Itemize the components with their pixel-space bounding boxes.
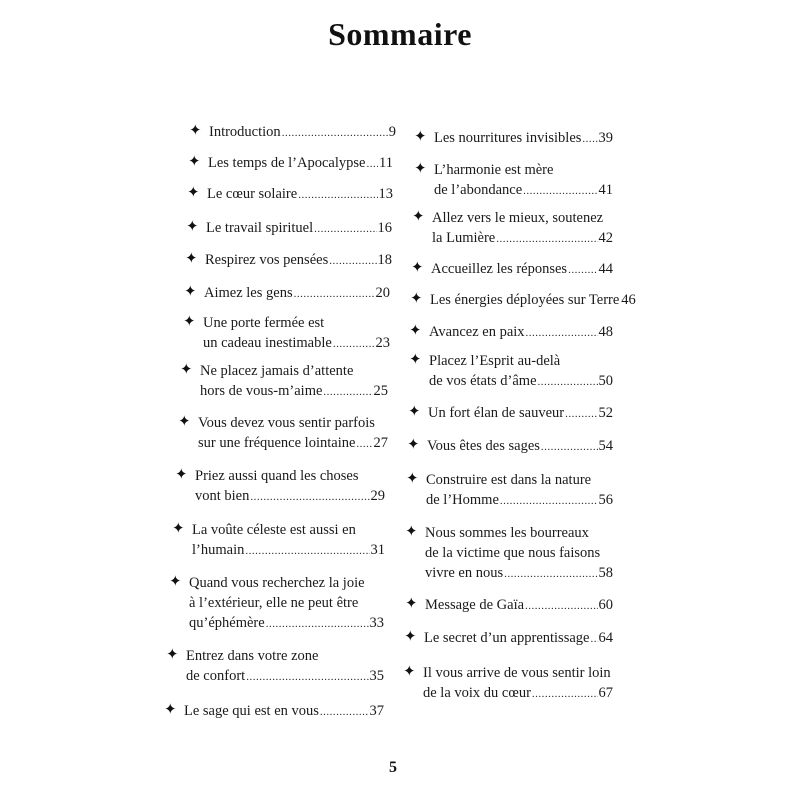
bullet-star-icon: ✦ [403,664,416,680]
toc-page-number: 35 [369,668,384,684]
dot-leader [500,491,598,511]
dot-leader [526,323,598,343]
bullet-star-icon: ✦ [166,647,179,663]
bullet-star-icon: ✦ [184,284,197,300]
toc-entry-title: Accueillez les réponses [431,261,568,277]
dot-leader [565,404,597,424]
dot-leader [333,334,375,354]
bullet-star-icon: ✦ [187,185,200,201]
toc-page-number: 39 [598,130,613,146]
toc-entry [414,160,613,200]
toc-page-number: 52 [598,405,613,421]
toc-page-number: 44 [598,261,613,277]
toc-page-number: 33 [369,615,384,631]
toc-entry-title: sur une fréquence lointaine [198,435,356,451]
toc-entry-title: vont bien [195,488,250,504]
dot-leader [366,154,378,174]
toc-entry-title: de l’Homme [426,492,499,508]
toc-page-number: 46 [621,292,636,308]
toc-entry [414,128,613,148]
bullet-star-icon: ✦ [409,352,422,368]
toc-entry [411,259,613,279]
toc-entry [408,403,613,423]
toc-entry [405,523,613,583]
bullet-star-icon: ✦ [183,314,196,330]
toc-entry [407,436,613,456]
bullet-star-icon: ✦ [180,362,193,378]
toc-entry-title: Message de Gaïa [425,597,525,613]
toc-entry [405,595,613,615]
toc-page-number: 58 [598,565,613,581]
toc-entry-title: un cadeau inestimable [203,335,332,351]
dot-leader [356,434,372,454]
toc-entry-title: Aimez les gens [204,285,293,301]
toc-page-number: 56 [598,492,613,508]
toc-entry [169,573,384,633]
toc-page-number: 37 [369,703,384,719]
toc-entry-title: Priez aussi quand les choses [195,468,359,484]
toc-entry-title: L’harmonie est mère [434,162,554,178]
toc-entry [164,701,384,721]
toc-page-number: 42 [598,230,613,246]
dot-leader [323,382,372,402]
dot-leader [266,614,369,634]
toc-entry-title: Entrez dans votre zone [186,648,319,664]
dot-leader [538,372,598,392]
toc-entry-title: Le secret d’un apprentissage [424,630,590,646]
dot-leader [590,629,597,649]
toc-page-number: 67 [598,685,613,701]
toc-entry [412,208,613,248]
toc-entry [410,290,636,310]
toc-entry [186,218,392,238]
toc-entry-title: Vous êtes des sages [427,438,540,454]
toc-page-number: 60 [598,597,613,613]
toc-entry [403,663,613,703]
toc-page-number: 16 [377,220,392,236]
bullet-star-icon: ✦ [175,467,188,483]
toc-entry-title: Un fort élan de sauveur [428,405,565,421]
toc-page-number: 48 [598,324,613,340]
toc-entry [404,628,613,648]
bullet-star-icon: ✦ [411,260,424,276]
toc-entry-title: de confort [186,668,246,684]
dot-leader [504,564,597,584]
dot-leader [541,437,598,457]
toc-page-number: 18 [377,252,392,268]
toc-page-number: 50 [598,373,613,389]
toc-entry-title: Vous devez vous sentir parfois [198,415,375,431]
bullet-star-icon: ✦ [185,251,198,267]
dot-leader [314,219,376,239]
toc-entry [178,413,388,453]
toc-entry [180,361,388,401]
toc-entry [409,322,613,342]
toc-entry-title: Une porte fermée est [203,315,325,331]
toc-page-number: 23 [375,335,390,351]
toc-entry [172,520,385,560]
toc-entry-title: Les nourritures invisibles [434,130,582,146]
toc-entry-title: Il vous arrive de vous sentir loin [423,665,611,681]
toc-entry [175,466,385,506]
toc-entry [189,122,396,142]
toc-entry [409,351,613,391]
toc-page-number: 13 [378,186,393,202]
toc-page-number: 11 [379,155,393,171]
bullet-star-icon: ✦ [414,161,427,177]
dot-leader [525,596,597,616]
dot-leader [246,667,368,687]
toc-page-number: 27 [373,435,388,451]
toc-entry-title: qu’éphémère [189,615,265,631]
toc-entry [183,313,390,353]
toc-entry [187,184,393,204]
toc-entry-title: Le travail spirituel [206,220,314,236]
toc-entry [185,250,392,270]
toc-entry-title: Ne placez jamais d’attente [200,363,354,379]
bullet-star-icon: ✦ [412,209,425,225]
toc-entry-title: Introduction [209,124,281,140]
toc-entry-title: Le cœur solaire [207,186,298,202]
bullet-star-icon: ✦ [404,629,417,645]
bullet-star-icon: ✦ [410,291,423,307]
bullet-star-icon: ✦ [169,574,182,590]
toc-entry-title: de la voix du cœur [423,685,531,701]
toc-entry-title: Le sage qui est en vous [184,703,319,719]
bullet-star-icon: ✦ [409,323,422,339]
toc-entry-title: Nous sommes les bourreaux [425,525,589,541]
toc-page-number: 29 [370,488,385,504]
dot-leader [582,129,597,149]
dot-leader [496,229,597,249]
toc-page-number: 54 [598,438,613,454]
bullet-star-icon: ✦ [407,437,420,453]
dot-leader [320,702,369,722]
toc-entry-title: hors de vous-m’aime [200,383,323,399]
toc-entry [166,646,384,686]
toc-page-number: 31 [370,542,385,558]
toc-entry-title: Les temps de l’Apocalypse [208,155,366,171]
bullet-star-icon: ✦ [406,471,419,487]
bullet-star-icon: ✦ [164,702,177,718]
toc-entry-title: Les énergies déployées sur Terre [430,292,620,308]
toc-entry-title: l’humain [192,542,245,558]
toc-page-number: 64 [598,630,613,646]
toc-page-number: 25 [373,383,388,399]
toc-entry-title: à l’extérieur, elle ne peut être [189,595,359,611]
bullet-star-icon: ✦ [405,596,418,612]
dot-leader [245,541,369,561]
toc-entry [188,153,393,173]
bullet-star-icon: ✦ [178,414,191,430]
dot-leader [250,487,369,507]
toc-entry-title: Construire est dans la nature [426,472,592,488]
toc-entry [406,470,613,510]
toc-entry-title: de vos états d’âme [429,373,537,389]
toc-entry [184,283,390,303]
dot-leader [298,185,377,205]
dot-leader [523,181,597,201]
toc-entry-title: Respirez vos pensées [205,252,329,268]
toc-entry-title: Quand vous recherchez la joie [189,575,365,591]
dot-leader [532,684,598,704]
bullet-star-icon: ✦ [414,129,427,145]
toc-entry-title: Allez vers le mieux, soutenez [432,210,604,226]
toc-entry-title: vivre en nous [425,565,504,581]
toc-page-number: 20 [375,285,390,301]
toc-entry-title: de la victime que nous faisons [425,545,601,561]
dot-leader [568,260,597,280]
toc-page-number: 9 [388,124,396,140]
toc-entry-title: la Lumière [432,230,496,246]
bullet-star-icon: ✦ [188,154,201,170]
bullet-star-icon: ✦ [408,404,421,420]
page-title: Sommaire [328,16,472,52]
bullet-star-icon: ✦ [186,219,199,235]
dot-leader [329,251,376,271]
dot-leader [282,123,388,143]
bullet-star-icon: ✦ [405,524,418,540]
toc-entry-title: de l’abondance [434,182,523,198]
toc-entry-title: La voûte céleste est aussi en [192,522,356,538]
page-number: 5 [389,759,397,776]
bullet-star-icon: ✦ [172,521,185,537]
dot-leader [294,284,375,304]
toc-entry-title: Avancez en paix [429,324,525,340]
toc-page-number: 41 [598,182,613,198]
bullet-star-icon: ✦ [189,123,202,139]
toc-entry-title: Placez l’Esprit au-delà [429,353,561,369]
